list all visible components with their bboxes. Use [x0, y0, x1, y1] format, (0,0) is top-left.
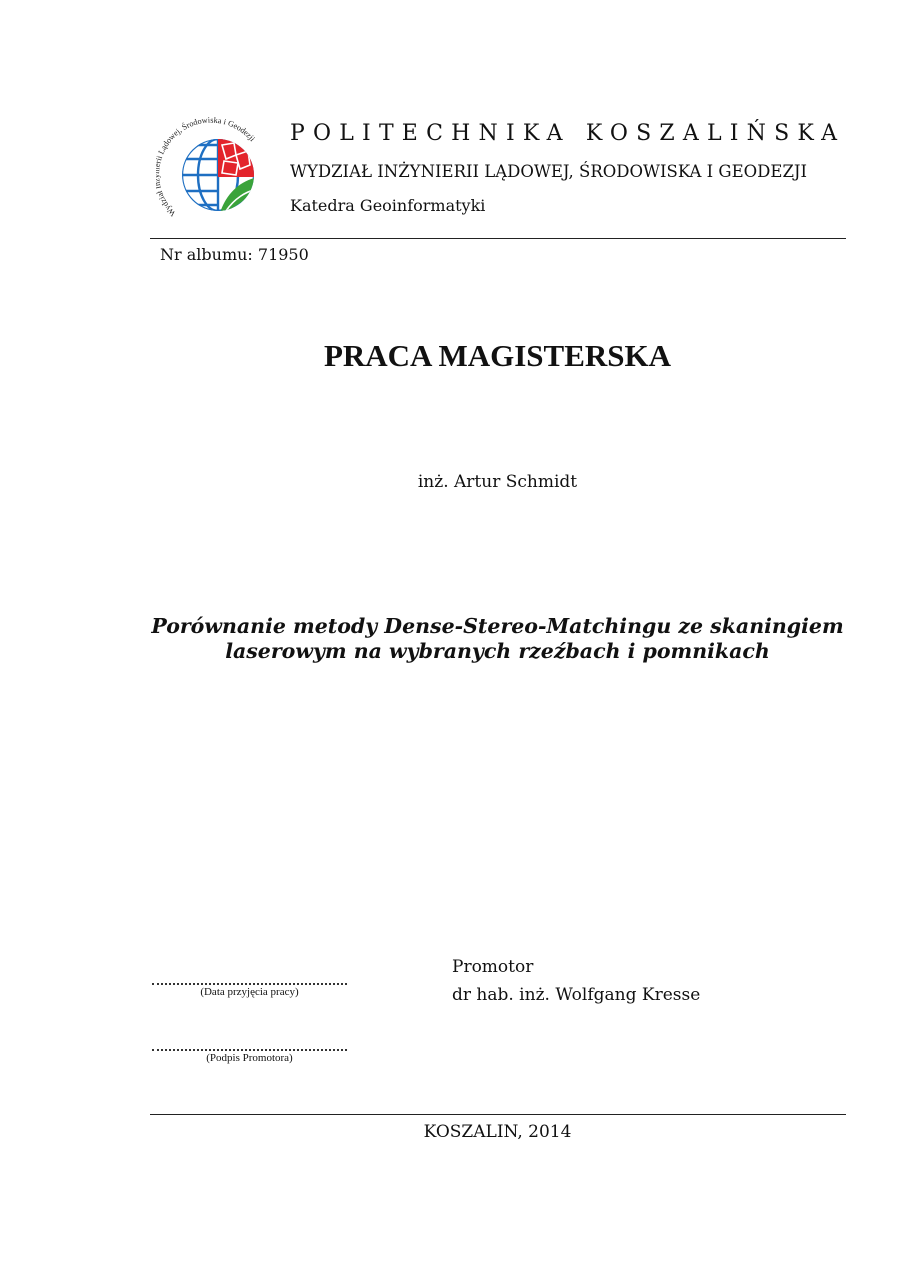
faculty-logo-graphic [156, 115, 278, 237]
faculty-logo [156, 115, 278, 237]
faculty-name: WYDZIAŁ INŻYNIERII LĄDOWEJ, ŚRODOWISKA I GEODEZJI [290, 162, 808, 181]
date-signature-line [152, 983, 347, 985]
document-type-title: PRACA MAGISTERSKA [323, 338, 672, 373]
promotor-name: dr hab. inż. Wolfgang Kresse [452, 985, 701, 1005]
promotor-signature-label: (Podpis Promotora) [206, 1052, 293, 1064]
place-and-year: KOSZALIN, 2014 [423, 1122, 572, 1142]
thesis-title: Porównanie metody Dense-Stereo-Matchingu ze skaningiem laserowym na wybranych rzeźbach i pomnikach [151, 614, 844, 663]
header-divider [150, 238, 846, 239]
album-number: Nr albumu: 71950 [160, 245, 309, 264]
author-name: inż. Artur Schmidt [417, 472, 578, 492]
date-accepted-label: (Data przyjęcia pracy) [200, 986, 299, 998]
university-name: POLITECHNIKA KOSZALIŃSKA [290, 121, 846, 146]
logo-ring-text: Wydzia Lądowej, Środowiska i Geodezji [156, 115, 257, 218]
footer-divider [150, 1114, 846, 1115]
promotor-label: Promotor [452, 957, 534, 977]
promotor-signature-line [152, 1049, 347, 1051]
department-name: Katedra Geoinformatyki [290, 196, 486, 215]
